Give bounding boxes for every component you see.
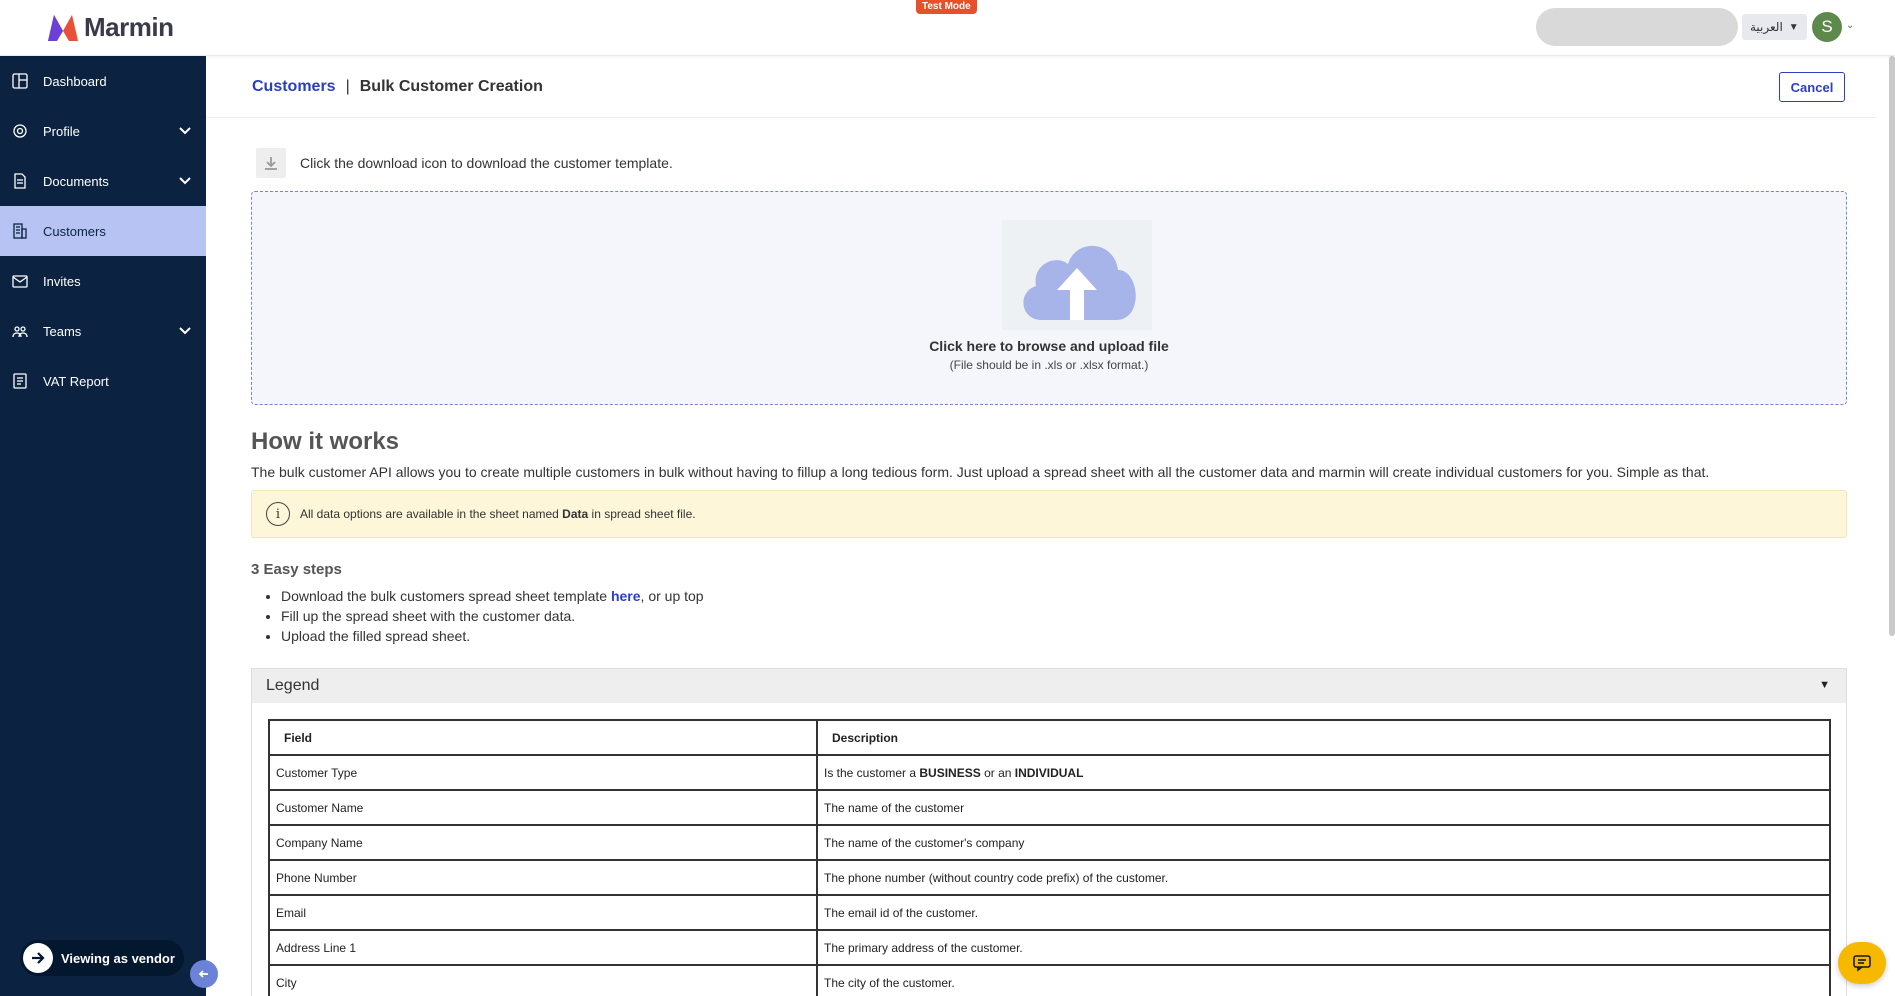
template-here-link[interactable]: here: [610, 588, 641, 604]
sidebar-item-customers[interactable]: [0, 206, 206, 256]
how-it-works-text: The bulk customer API allows you to create multiple customers in bulk without having to fillup a long tedious form. Just upload a spread sheet with all the customer data and marmin will create individual customers for you. Simple as that.: [251, 464, 1710, 480]
caret-down-icon: ▼: [1788, 21, 1799, 33]
breadcrumb-separator: |: [345, 78, 350, 95]
legend-title: Legend: [266, 677, 320, 694]
upload-format-hint: (File should be in .xls or .xlsx format.): [949, 358, 1149, 372]
collapse-sidebar-button[interactable]: [190, 960, 218, 988]
description-cell: The name of the customer: [817, 790, 1830, 825]
info-sheet-name: Data: [562, 507, 589, 521]
table-row: [269, 965, 1830, 996]
download-icon[interactable]: [256, 148, 286, 178]
chevron-down-icon[interactable]: [178, 324, 192, 338]
language-label: العربية: [1750, 20, 1783, 34]
page-header: [206, 56, 1876, 118]
dashboard-icon: [12, 73, 28, 89]
table-row: [269, 860, 1830, 895]
sidebar-item-documents[interactable]: [0, 156, 206, 206]
viewing-as-vendor-button[interactable]: [20, 940, 184, 976]
description-cell: The email id of the customer.: [817, 895, 1830, 930]
legend-toggle[interactable]: [252, 669, 1846, 703]
sidebar-item-label: Dashboard: [43, 73, 107, 89]
step1-text: Download the bulk customers spread sheet template: [281, 588, 611, 604]
language-select[interactable]: [1742, 14, 1807, 40]
sidebar-item-label: Documents: [43, 173, 109, 189]
sidebar-item-teams[interactable]: [0, 306, 206, 356]
chevron-down-icon[interactable]: ⌄: [1846, 20, 1855, 31]
table-row: [269, 825, 1830, 860]
field-cell: Customer Type: [269, 755, 817, 790]
building-icon: [12, 223, 28, 239]
marmin-logo-icon: [46, 13, 80, 43]
table-header-row: [269, 720, 1830, 755]
logo[interactable]: [46, 12, 173, 43]
info-suffix: in spread sheet file.: [588, 507, 696, 521]
caret-down-icon: ▼: [1819, 679, 1830, 691]
field-cell: Email: [269, 895, 817, 930]
team-icon: [12, 323, 28, 339]
field-cell: City: [269, 965, 817, 996]
info-prefix: All data options are available in the sheet named: [300, 507, 563, 521]
download-template-row: [256, 148, 673, 178]
document-icon: [12, 173, 28, 189]
info-icon: i: [266, 502, 290, 526]
legend-panel: [251, 668, 1847, 996]
info-text: [300, 507, 696, 521]
sidebar: [0, 56, 206, 996]
sidebar-item-invites[interactable]: [0, 256, 206, 306]
description-cell: The city of the customer.: [817, 965, 1830, 996]
download-instructions: Click the download icon to download the customer template.: [300, 155, 673, 171]
steps-list: [281, 586, 704, 646]
arrow-left-icon: [198, 968, 210, 980]
description-cell: The primary address of the customer.: [817, 930, 1830, 965]
field-cell: Customer Name: [269, 790, 817, 825]
sidebar-item-label: Profile: [43, 123, 80, 139]
table-row: [269, 790, 1830, 825]
chevron-down-icon[interactable]: [178, 174, 192, 188]
step1-suffix: , or up top: [640, 588, 704, 604]
chat-button[interactable]: [1838, 942, 1886, 984]
file-upload-dropzone[interactable]: [251, 191, 1847, 405]
breadcrumb-customers-link[interactable]: Customers: [252, 78, 336, 95]
mail-icon: [12, 273, 28, 289]
sidebar-item-label: VAT Report: [43, 373, 109, 389]
legend-table: [268, 719, 1831, 996]
table-row: [269, 895, 1830, 930]
app-name: Marmin: [84, 12, 174, 42]
column-header-description: Description: [817, 720, 1830, 755]
table-row: [269, 930, 1830, 965]
description-cell: The phone number (without country code prefix) of the customer.: [817, 860, 1830, 895]
sidebar-item-dashboard[interactable]: [0, 56, 206, 106]
list-item: • Fill up the spread sheet with the customer data.: [281, 606, 704, 626]
report-icon: [12, 373, 28, 389]
main-content: [206, 56, 1889, 996]
desc-individual: INDIVIDUAL: [1014, 765, 1084, 780]
page-scrollbar[interactable]: [1889, 56, 1895, 636]
sidebar-item-label: Invites: [43, 273, 81, 289]
page-title: Bulk Customer Creation: [359, 78, 543, 95]
test-mode-badge: Test Mode: [916, 0, 977, 14]
upload-title: Click here to browse and upload file: [929, 338, 1169, 354]
description-cell: [817, 755, 1830, 790]
how-it-works-heading: How it works: [251, 428, 400, 455]
chevron-down-icon[interactable]: [178, 124, 192, 138]
sidebar-item-vat-report[interactable]: [0, 356, 206, 406]
top-bar: [0, 0, 1895, 56]
vendor-label: Viewing as vendor: [61, 950, 175, 966]
cancel-button[interactable]: Cancel: [1779, 72, 1845, 102]
description-cell: The name of the customer's company: [817, 825, 1830, 860]
table-row: [269, 755, 1830, 790]
desc-mid: or an: [980, 765, 1015, 780]
list-item: [281, 586, 704, 606]
cloud-upload-icon: [1002, 220, 1152, 330]
info-banner: [251, 490, 1847, 538]
breadcrumb: [252, 78, 543, 96]
avatar[interactable]: S: [1812, 12, 1842, 42]
chat-icon: [1852, 954, 1872, 972]
sidebar-item-label: Customers: [43, 223, 106, 239]
desc-business: BUSINESS: [919, 765, 981, 780]
sidebar-item-label: Teams: [43, 323, 82, 339]
field-cell: Company Name: [269, 825, 817, 860]
field-cell: Phone Number: [269, 860, 817, 895]
sidebar-item-profile[interactable]: [0, 106, 206, 156]
field-cell: Address Line 1: [269, 930, 817, 965]
gear-icon: [12, 123, 28, 139]
desc-prefix: Is the customer a: [824, 765, 920, 780]
arrow-right-icon: [23, 943, 53, 973]
search-input[interactable]: [1536, 8, 1738, 46]
column-header-field: Field: [269, 720, 817, 755]
list-item: • Upload the filled spread sheet.: [281, 626, 704, 646]
steps-heading: 3 Easy steps: [251, 561, 342, 578]
